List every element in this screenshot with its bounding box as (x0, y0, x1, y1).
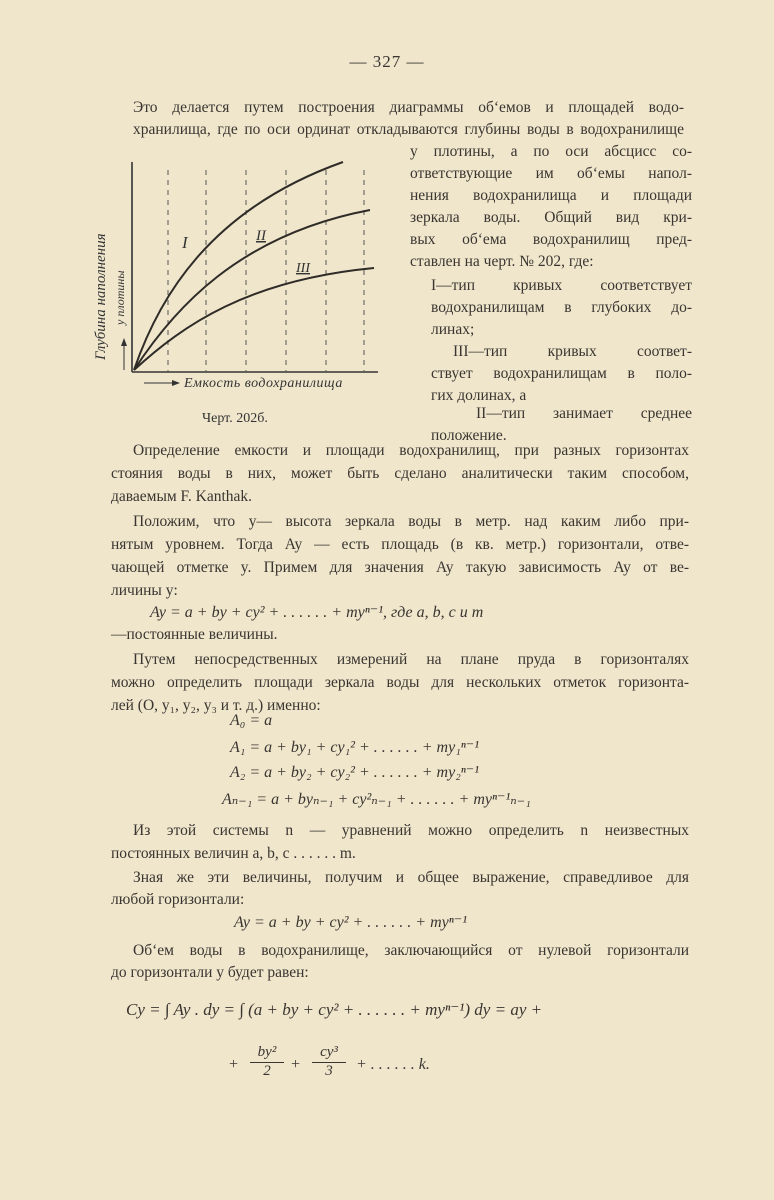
system-eq-1: A₁ = a + by₁ + cy₁² + . . . . . . + my₁ⁿ⁻¹ (230, 739, 480, 756)
para2-line-4: личины y: (111, 582, 178, 599)
x-arrow-head (172, 380, 180, 386)
type-III-line-1: III—тип кривых соответ- (453, 343, 692, 360)
equation-3-lead: Cy = ∫ Ay . dy = ∫ (a + by + cy² + . . . . . . + myⁿ⁻¹) dy = ay + (126, 1000, 543, 1019)
para1-line-2: стояния воды в них, может быть сделано аналитически таким способом, (111, 465, 689, 482)
dashed-gridlines (168, 170, 364, 372)
para3-line-1: Путем непосредственных измерений на плане пруда в горизонталях (133, 651, 689, 668)
right-col-line-6: ставлен на черт. № 202, где: (410, 253, 594, 270)
fraction-1 (250, 1044, 284, 1080)
curve-label-II: II (256, 228, 266, 244)
system-eq-0: A₀ = a (230, 712, 273, 729)
equation-1: Ay = a + by + cy² + . . . . . . + myⁿ⁻¹, где a, b, c и m (150, 604, 484, 621)
y-arrow-head (121, 338, 127, 346)
y-axis-sublabel: у плотины (113, 270, 127, 325)
para4-line-1: Из этой системы n — уравнений можно определить n неизвестных (133, 822, 689, 839)
para3-line-2: можно определить площади зеркала воды для нескольких отметок горизонта- (111, 674, 689, 691)
curve-II (134, 210, 370, 370)
para1-line-1: Определение емкости и площади водохранилищ, при разных горизонтах (133, 442, 689, 459)
right-col-line-4: зеркала воды. Общий вид кри- (410, 209, 692, 226)
system-eq-2: A₂ = a + by₂ + cy₂² + . . . . . . + my₂ⁿ⁻¹ (230, 764, 480, 781)
para6-line-1: Об‘ем воды в водохранилище, заключающийся от нулевой горизонтали (133, 942, 689, 959)
type-III-line-2: ствует водохранилищам в поло- (431, 365, 692, 382)
equation-3-plus: + (228, 1056, 239, 1073)
intro-line-1: Это делается путем построения диаграммы об‘емов и площадей водо- (133, 99, 684, 116)
volume-curves-figure (88, 150, 388, 440)
para6-line-2: до горизонтали y будет равен: (111, 964, 309, 981)
para2-line-2: нятым уровнем. Тогда Ay — есть площадь (в кв. метр.) горизонтали, отве- (111, 536, 689, 553)
type-I-line-1: I—тип кривых соответствует (431, 277, 692, 294)
x-axis-label: Емкость водохранилища (184, 376, 343, 391)
para2-line-1: Положим, что y— высота зеркала воды в метр. над каким либо при- (133, 513, 689, 530)
y-axis-label: Глубина наполнения (93, 233, 109, 360)
type-III-line-3: гих долинах, а (431, 387, 527, 404)
fraction-2-numerator: cy³ (312, 1044, 346, 1063)
curve-label-I: I (182, 233, 188, 252)
para4-line-2: постоянных величин a, b, c . . . . . . m. (111, 845, 356, 862)
fraction-2-denominator: 3 (325, 1063, 333, 1079)
curve-I (134, 162, 343, 370)
curve-III (134, 268, 374, 370)
right-col-line-2: ответствующие им об‘емы напол- (410, 165, 692, 182)
right-col-line-1: у плотины, а по оси абсцисс со- (410, 143, 692, 160)
right-col-line-3: нения водохранилища и площади (410, 187, 692, 204)
fraction-1-numerator: by² (250, 1044, 284, 1063)
curve-label-III: III (296, 261, 310, 276)
equation-3-plus-2: + (290, 1056, 301, 1073)
intro-line-2: хранилища, где по оси ординат откладываются глубины воды в водохранилище (133, 121, 684, 138)
para5-line-2: любой горизонтали: (111, 891, 245, 908)
type-II-line-1: II—тип занимает среднее (476, 405, 692, 422)
equation-3-tail: + . . . . . . k. (356, 1056, 430, 1073)
para3-line-3: лей (O, y₁, y₂, y₃ и т. д.) именно: (111, 697, 321, 714)
system-eq-n: Aₙ₋₁ = a + byₙ₋₁ + cy²ₙ₋₁ + . . . . . . + myⁿ⁻¹ₙ₋₁ (222, 791, 531, 808)
type-II-line-2: положение. (431, 427, 507, 444)
equation-1-tail: —постоянные величины. (111, 626, 278, 643)
equation-2: Ay = a + by + cy² + . . . . . . + myⁿ⁻¹ (234, 914, 468, 931)
figure-caption: Черт. 202б. (202, 411, 268, 426)
page-number: — 327 — (349, 52, 425, 71)
fraction-2 (312, 1044, 346, 1080)
para5-line-1: Зная же эти величины, получим и общее выражение, справедливое для (133, 869, 689, 886)
para1-line-3: даваемым F. Kanthak. (111, 488, 253, 505)
type-I-line-2: водохранилищам в глубоких до- (431, 299, 692, 316)
para2-line-3: чающей отметке y. Примем для значения Ay такую зависимость Ay от ве- (111, 559, 689, 576)
type-I-line-3: линах; (431, 321, 475, 338)
right-col-line-5: вых об‘ема водохранилищ пред- (410, 231, 692, 248)
fraction-1-denominator: 2 (263, 1063, 271, 1079)
